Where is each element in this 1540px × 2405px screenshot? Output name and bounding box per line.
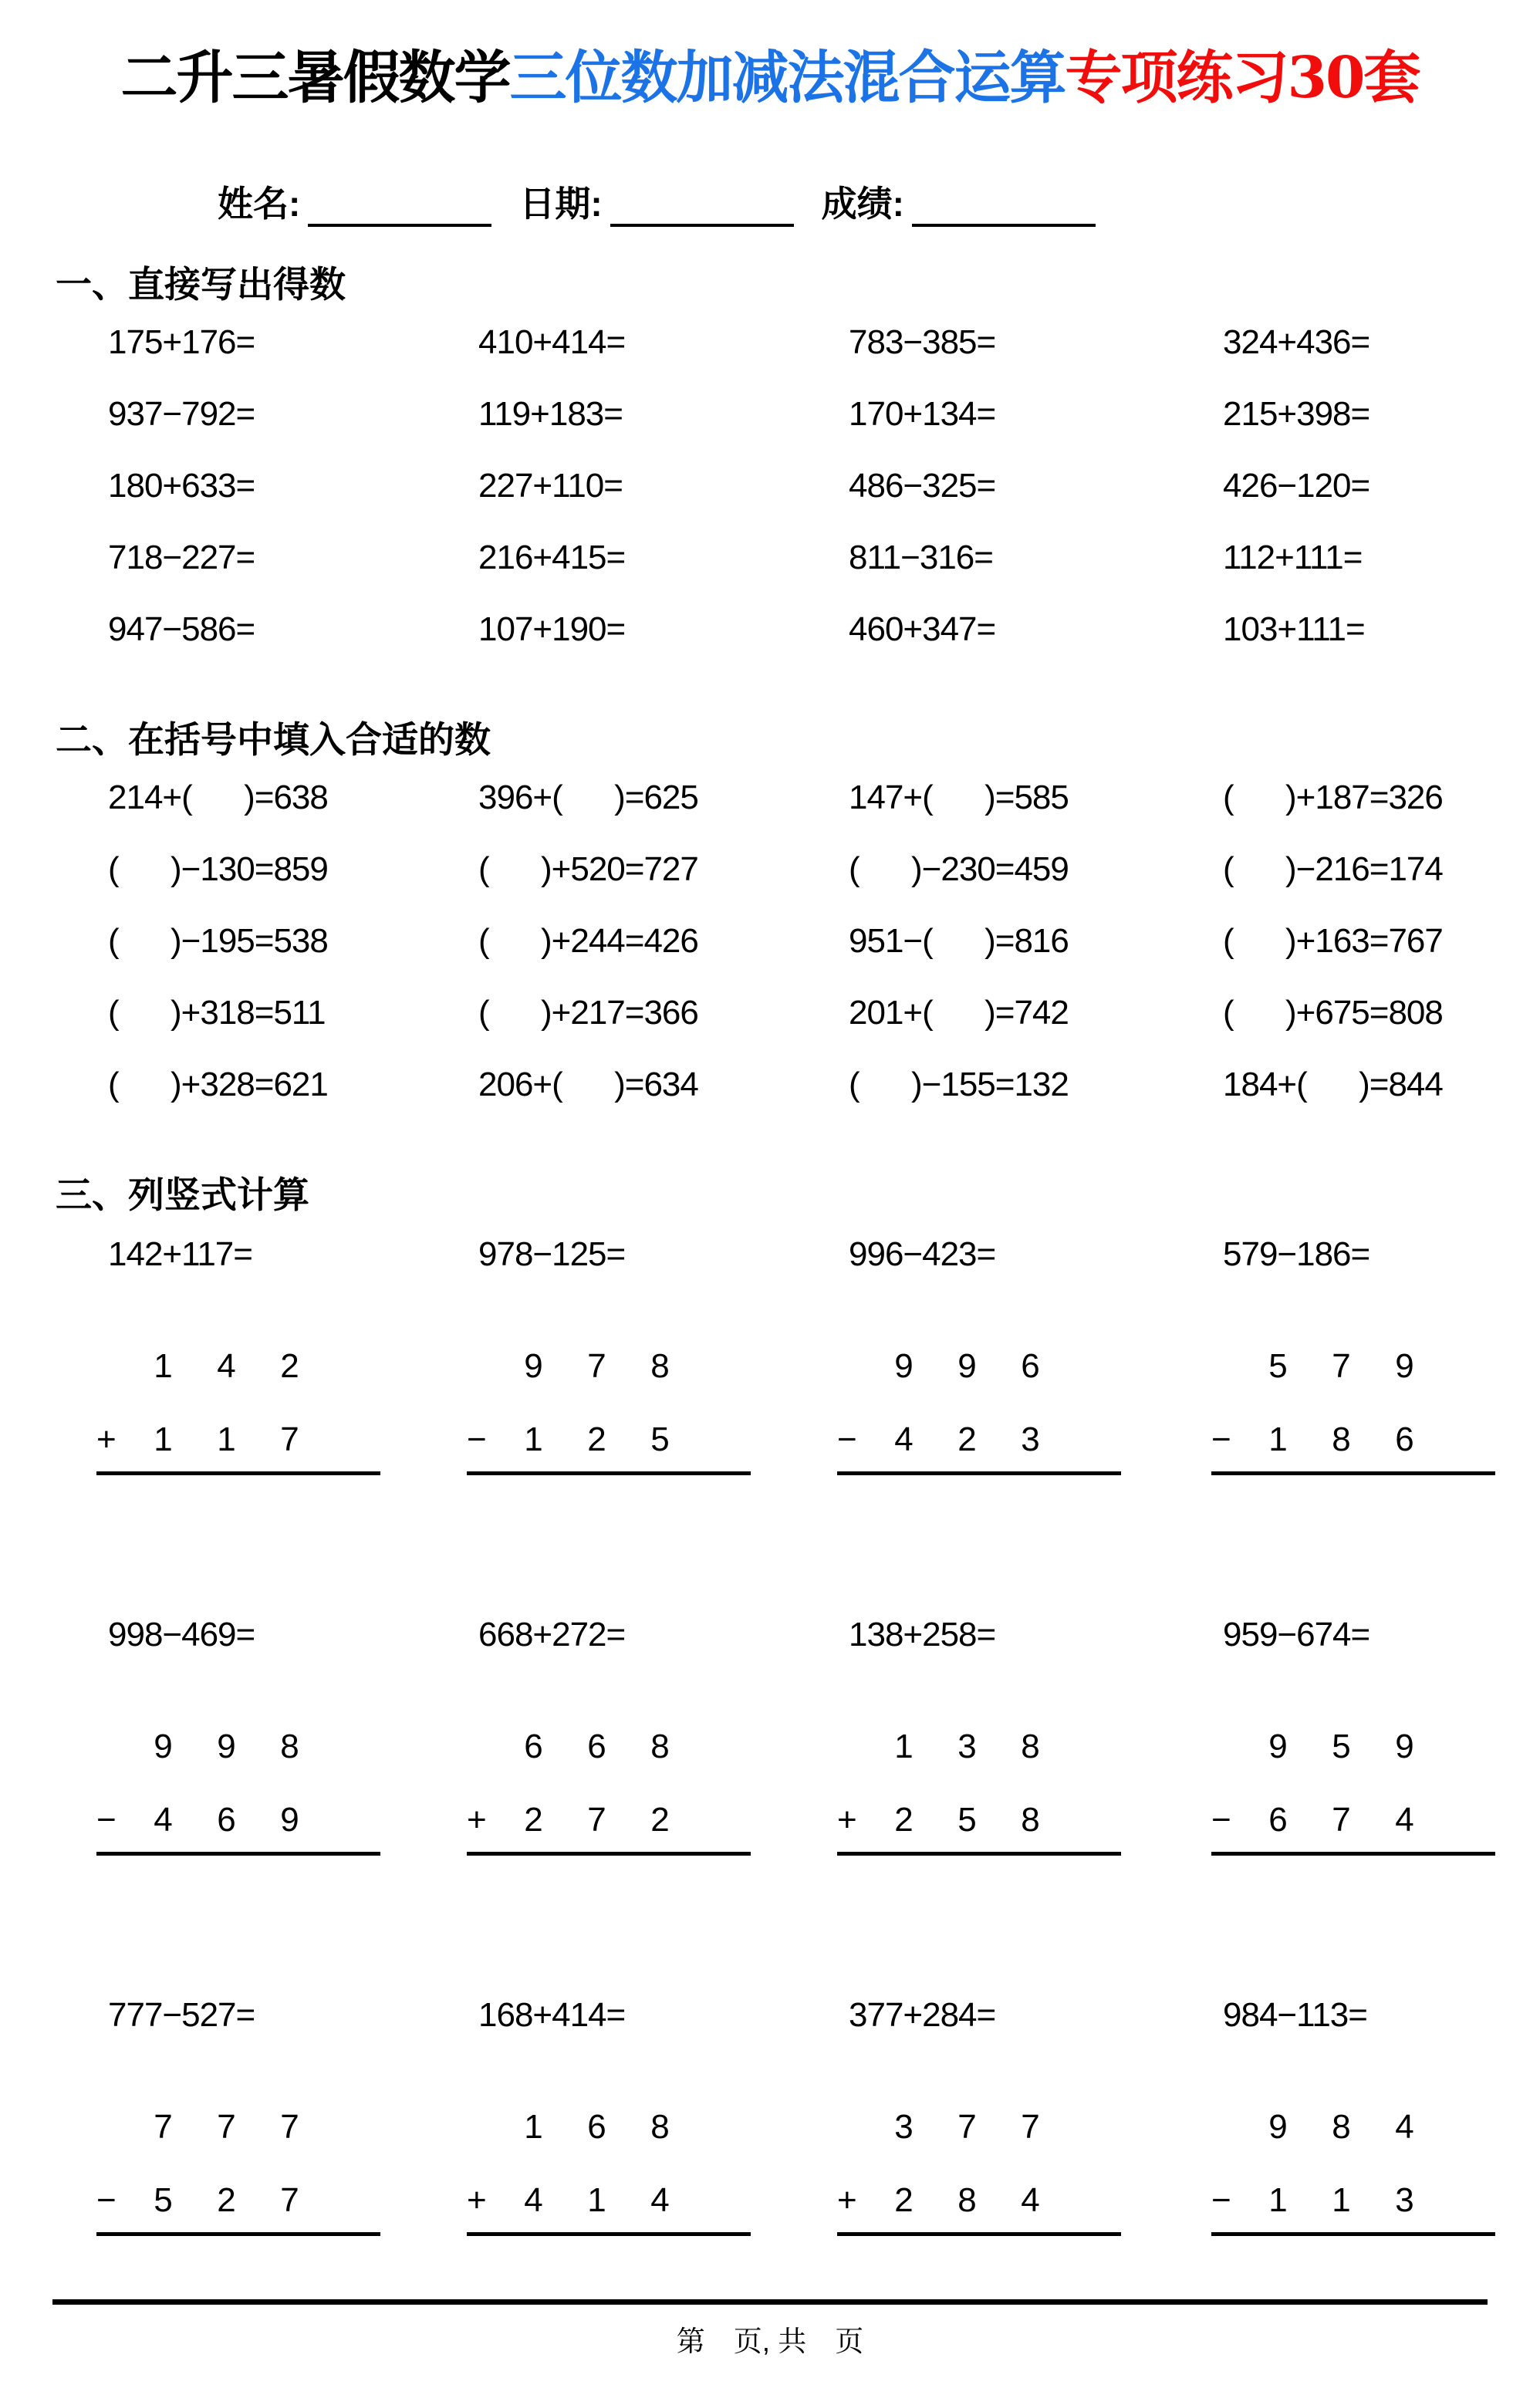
vcalc-rule-line: [1211, 1471, 1495, 1475]
vcalc-digit: 4: [1395, 1801, 1413, 1839]
vcalc-digit: 5: [1332, 1728, 1350, 1765]
vcalc-digit: 7: [1332, 1347, 1350, 1385]
vcalc-operator: −: [1211, 1420, 1231, 1458]
score-blank: [912, 184, 1096, 227]
vcalc-rule-line: [467, 1471, 751, 1475]
vertical-calculation: [96, 2108, 478, 2236]
vcalc-digit: 6: [1268, 1801, 1287, 1839]
s3-problem-label: 998−469=: [108, 1616, 255, 1653]
vcalc-digit: 6: [1021, 1347, 1039, 1385]
vcalc-bottom-row: [467, 1420, 849, 1459]
vcalc-rule-line: [837, 1471, 1121, 1475]
section1-problem-grid: [0, 323, 1540, 682]
section3-heading: 三、列竖式计算: [56, 1174, 309, 1215]
vcalc-rule-line: [96, 2232, 380, 2236]
vcalc-bottom-row: [96, 2181, 478, 2220]
info-line: [218, 176, 1540, 227]
vcalc-digit: 8: [650, 1347, 669, 1385]
s2-problem: ( )+187=326: [1223, 779, 1443, 816]
vcalc-digit: 7: [280, 2181, 299, 2219]
vcalc-digit: 8: [1021, 1801, 1039, 1839]
s2-problem: ( )+520=727: [478, 850, 698, 888]
vcalc-op-placeholder: [837, 1347, 872, 1386]
vcalc-digit: 1: [1268, 2181, 1287, 2219]
s2-problem: 147+( )=585: [849, 779, 1069, 816]
vcalc-rule-line: [837, 2232, 1121, 2236]
vertical-calculation: [1211, 1347, 1509, 1475]
vcalc-digit: 7: [587, 1801, 606, 1839]
s3-problem-block: [837, 1235, 1223, 1616]
s2-problem: ( )−130=859: [108, 850, 328, 888]
s2-problem: ( )−230=459: [849, 850, 1069, 888]
section2-problem-grid: [0, 779, 1540, 1137]
vcalc-rule-line: [1211, 1852, 1495, 1856]
s2-problem: 206+( )=634: [478, 1066, 698, 1103]
s3-problem-label: 168+414=: [478, 1996, 626, 2034]
vcalc-digit: 9: [894, 1347, 913, 1385]
vcalc-top-row: [849, 2108, 1223, 2147]
s1-problem: 227+110=: [478, 467, 623, 505]
s2-problem: ( )+217=366: [478, 994, 698, 1032]
s1-problem: 107+190=: [478, 610, 626, 648]
score-label: 成绩:: [821, 184, 904, 224]
vcalc-rule-line: [467, 1852, 751, 1856]
s2-problem: ( )+163=767: [1223, 922, 1443, 960]
vcalc-digit: 4: [154, 1801, 172, 1839]
name-blank: [308, 184, 491, 227]
vcalc-digit: 3: [1395, 2181, 1413, 2219]
vcalc-top-row: [849, 1728, 1223, 1766]
vcalc-digit: 5: [957, 1801, 976, 1839]
name-label: 姓名:: [218, 184, 301, 224]
vcalc-top-row: [1223, 1347, 1509, 1386]
s2-problem: ( )+328=621: [108, 1066, 328, 1103]
vcalc-operator: +: [467, 2181, 486, 2219]
vcalc-op-placeholder: [837, 1728, 872, 1766]
vertical-calculation: [96, 1728, 478, 1856]
vcalc-top-row: [478, 1728, 849, 1766]
vcalc-bottom-row: [467, 1801, 849, 1839]
vertical-calculation: [1211, 1728, 1509, 1856]
vcalc-digit: 1: [154, 1347, 172, 1385]
vcalc-digit: 9: [1395, 1728, 1413, 1765]
s3-problem-block: [467, 1235, 849, 1616]
vcalc-bottom-row: [837, 1420, 1223, 1459]
s2-problem: ( )−195=538: [108, 922, 328, 960]
s1-problem: 947−586=: [108, 610, 255, 648]
s3-problem-block: [467, 1616, 849, 1996]
vcalc-op-placeholder: [96, 1347, 131, 1386]
vertical-calculation: [96, 1347, 478, 1475]
s2-problem: ( )−216=174: [1223, 850, 1443, 888]
vcalc-digit: 1: [587, 2181, 606, 2219]
vcalc-digit: 4: [650, 2181, 669, 2219]
vcalc-top-row: [478, 1347, 849, 1386]
s1-problem: 180+633=: [108, 467, 255, 505]
s3-problem-block: [96, 1616, 478, 1996]
s1-problem: 410+414=: [478, 323, 626, 361]
vcalc-operator: −: [1211, 2181, 1231, 2219]
vcalc-rule-line: [96, 1852, 380, 1856]
vertical-calculation: [467, 2108, 849, 2236]
section1-heading: 一、直接写出得数: [56, 264, 346, 305]
vcalc-digit: 6: [524, 1728, 542, 1765]
vcalc-digit: 3: [1021, 1420, 1039, 1458]
s2-problem: ( )−155=132: [849, 1066, 1069, 1103]
s3-problem-label: 959−674=: [1223, 1616, 1370, 1653]
vcalc-top-row: [849, 1347, 1223, 1386]
vcalc-op-placeholder: [467, 1347, 502, 1386]
s3-problem-label: 978−125=: [478, 1235, 626, 1273]
s3-problem-label: 777−527=: [108, 1996, 255, 2034]
vertical-calculation: [837, 2108, 1223, 2236]
s1-problem: 460+347=: [849, 610, 996, 648]
vcalc-op-placeholder: [467, 1728, 502, 1766]
vcalc-digit: 8: [650, 1728, 669, 1765]
section2-heading: 二、在括号中填入合适的数: [56, 719, 491, 760]
vcalc-digit: 1: [524, 1420, 542, 1458]
vcalc-top-row: [1223, 1728, 1509, 1766]
vcalc-digit: 7: [280, 1420, 299, 1458]
title-blue-part: 三位数加减法混合运算: [509, 45, 1066, 111]
s1-problem: 103+111=: [1223, 610, 1365, 648]
s1-problem: 324+436=: [1223, 323, 1370, 361]
vcalc-operator: +: [837, 1801, 856, 1839]
vcalc-top-row: [1223, 2108, 1509, 2147]
footer-page-text: 第 页, 共 页: [676, 2326, 864, 2357]
vcalc-top-row: [108, 1347, 478, 1386]
vcalc-digit: 4: [524, 2181, 542, 2219]
vcalc-digit: 6: [1395, 1420, 1413, 1458]
vcalc-digit: 2: [217, 2181, 235, 2219]
vcalc-digit: 1: [1268, 1420, 1287, 1458]
vcalc-digit: 9: [217, 1728, 235, 1765]
s3-problem-label: 996−423=: [849, 1235, 996, 1273]
vcalc-operator: −: [96, 2181, 116, 2219]
vcalc-digit: 1: [894, 1728, 913, 1765]
vcalc-digit: 5: [154, 2181, 172, 2219]
vcalc-digit: 2: [524, 1801, 542, 1839]
vcalc-digit: 6: [587, 2108, 606, 2146]
vcalc-op-placeholder: [467, 2108, 502, 2147]
vcalc-digit: 2: [894, 1801, 913, 1839]
vcalc-digit: 1: [1332, 2181, 1350, 2219]
s1-problem: 112+111=: [1223, 539, 1363, 576]
vcalc-bottom-row: [837, 2181, 1223, 2220]
vcalc-digit: 7: [1021, 2108, 1039, 2146]
vcalc-digit: 9: [957, 1347, 976, 1385]
vcalc-digit: 8: [280, 1728, 299, 1765]
s3-problem-block: [96, 1235, 478, 1616]
vcalc-bottom-row: [1211, 1420, 1509, 1459]
vcalc-op-placeholder: [837, 2108, 872, 2147]
s1-problem: 119+183=: [478, 395, 623, 433]
vcalc-operator: −: [837, 1420, 856, 1458]
vcalc-digit: 8: [1332, 2108, 1350, 2146]
vcalc-bottom-row: [837, 1801, 1223, 1839]
s2-problem: ( )+244=426: [478, 922, 698, 960]
s3-problem-block: [1211, 1235, 1509, 1616]
vcalc-operator: −: [1211, 1801, 1231, 1839]
title-black-part: 二升三暑假数学: [120, 45, 510, 111]
vcalc-op-placeholder: [96, 2108, 131, 2147]
vcalc-rule-line: [837, 1852, 1121, 1856]
vcalc-bottom-row: [96, 1420, 478, 1459]
vcalc-digit: 2: [957, 1420, 976, 1458]
vcalc-digit: 8: [957, 2181, 976, 2219]
s1-problem: 811−316=: [849, 539, 993, 576]
page-title: [0, 32, 1540, 114]
s3-problem-block: [1211, 1616, 1509, 1996]
vcalc-digit: 4: [217, 1347, 235, 1385]
vcalc-operator: −: [467, 1420, 486, 1458]
vcalc-digit: 4: [1395, 2108, 1413, 2146]
vcalc-digit: 9: [1268, 1728, 1287, 1765]
vcalc-top-row: [478, 2108, 849, 2147]
vcalc-operator: +: [96, 1420, 116, 1458]
footer-divider-line: [52, 2299, 1488, 2305]
vcalc-bottom-row: [467, 2181, 849, 2220]
vertical-calculation: [1211, 2108, 1509, 2236]
vertical-calculation: [467, 1347, 849, 1475]
vcalc-bottom-row: [1211, 1801, 1509, 1839]
s3-problem-label: 579−186=: [1223, 1235, 1370, 1273]
vcalc-digit: 9: [524, 1347, 542, 1385]
s2-problem: 951−( )=816: [849, 922, 1069, 960]
vcalc-digit: 6: [587, 1728, 606, 1765]
vcalc-digit: 2: [894, 2181, 913, 2219]
vcalc-rule-line: [467, 2232, 751, 2236]
s1-problem: 486−325=: [849, 467, 996, 505]
vcalc-digit: 1: [154, 1420, 172, 1458]
s1-problem: 215+398=: [1223, 395, 1370, 433]
vertical-calculation: [837, 1728, 1223, 1856]
vcalc-bottom-row: [1211, 2181, 1509, 2220]
vertical-calculation: [837, 1347, 1223, 1475]
vcalc-digit: 7: [587, 1347, 606, 1385]
s2-problem: 201+( )=742: [849, 994, 1069, 1032]
vertical-calculation: [467, 1728, 849, 1856]
s2-problem: ( )+675=808: [1223, 994, 1443, 1032]
vcalc-digit: 6: [217, 1801, 235, 1839]
vcalc-digit: 7: [957, 2108, 976, 2146]
vcalc-digit: 8: [1332, 1420, 1350, 1458]
title-red-part: 专项练习30套: [1065, 45, 1420, 111]
s2-problem: 184+( )=844: [1223, 1066, 1443, 1103]
vcalc-digit: 7: [280, 2108, 299, 2146]
vcalc-op-placeholder: [1211, 2108, 1246, 2147]
vcalc-operator: +: [467, 1801, 486, 1839]
vcalc-op-placeholder: [1211, 1347, 1246, 1386]
vcalc-bottom-row: [96, 1801, 478, 1839]
s2-problem: ( )+318=511: [108, 994, 326, 1032]
vcalc-digit: 9: [1268, 2108, 1287, 2146]
vcalc-digit: 8: [650, 2108, 669, 2146]
vcalc-digit: 7: [217, 2108, 235, 2146]
section3-problem-grid: [0, 1235, 1540, 2376]
s3-problem-label: 668+272=: [478, 1616, 626, 1653]
vcalc-digit: 9: [154, 1728, 172, 1765]
vcalc-digit: 7: [1332, 1801, 1350, 1839]
vcalc-digit: 8: [1021, 1728, 1039, 1765]
s1-problem: 937−792=: [108, 395, 255, 433]
s2-problem: 214+( )=638: [108, 779, 328, 816]
vcalc-top-row: [108, 2108, 478, 2147]
s3-problem-label: 377+284=: [849, 1996, 996, 2034]
vcalc-digit: 5: [1268, 1347, 1287, 1385]
vcalc-operator: −: [96, 1801, 116, 1839]
vcalc-digit: 7: [154, 2108, 172, 2146]
vcalc-digit: 1: [524, 2108, 542, 2146]
s3-problem-label: 138+258=: [849, 1616, 996, 1653]
vcalc-digit: 2: [587, 1420, 606, 1458]
vcalc-digit: 3: [957, 1728, 976, 1765]
s1-problem: 216+415=: [478, 539, 626, 576]
vcalc-digit: 3: [894, 2108, 913, 2146]
vcalc-rule-line: [1211, 2232, 1495, 2236]
vcalc-digit: 5: [650, 1420, 669, 1458]
date-blank: [610, 184, 794, 227]
vcalc-digit: 4: [1021, 2181, 1039, 2219]
s3-problem-label: 142+117=: [108, 1235, 252, 1273]
vcalc-top-row: [108, 1728, 478, 1766]
s1-problem: 426−120=: [1223, 467, 1370, 505]
s3-problem-label: 984−113=: [1223, 1996, 1367, 2034]
s1-problem: 170+134=: [849, 395, 996, 433]
s1-problem: 175+176=: [108, 323, 255, 361]
vcalc-digit: 9: [280, 1801, 299, 1839]
vcalc-digit: 1: [217, 1420, 235, 1458]
s3-problem-block: [837, 1616, 1223, 1996]
vcalc-rule-line: [96, 1471, 380, 1475]
s2-problem: 396+( )=625: [478, 779, 698, 816]
vcalc-op-placeholder: [96, 1728, 131, 1766]
vcalc-operator: +: [837, 2181, 856, 2219]
date-label: 日期:: [519, 184, 603, 224]
vcalc-digit: 9: [1395, 1347, 1413, 1385]
vcalc-digit: 4: [894, 1420, 913, 1458]
vcalc-digit: 2: [650, 1801, 669, 1839]
vcalc-digit: 2: [280, 1347, 299, 1385]
vcalc-op-placeholder: [1211, 1728, 1246, 1766]
s1-problem: 718−227=: [108, 539, 255, 576]
s1-problem: 783−385=: [849, 323, 996, 361]
